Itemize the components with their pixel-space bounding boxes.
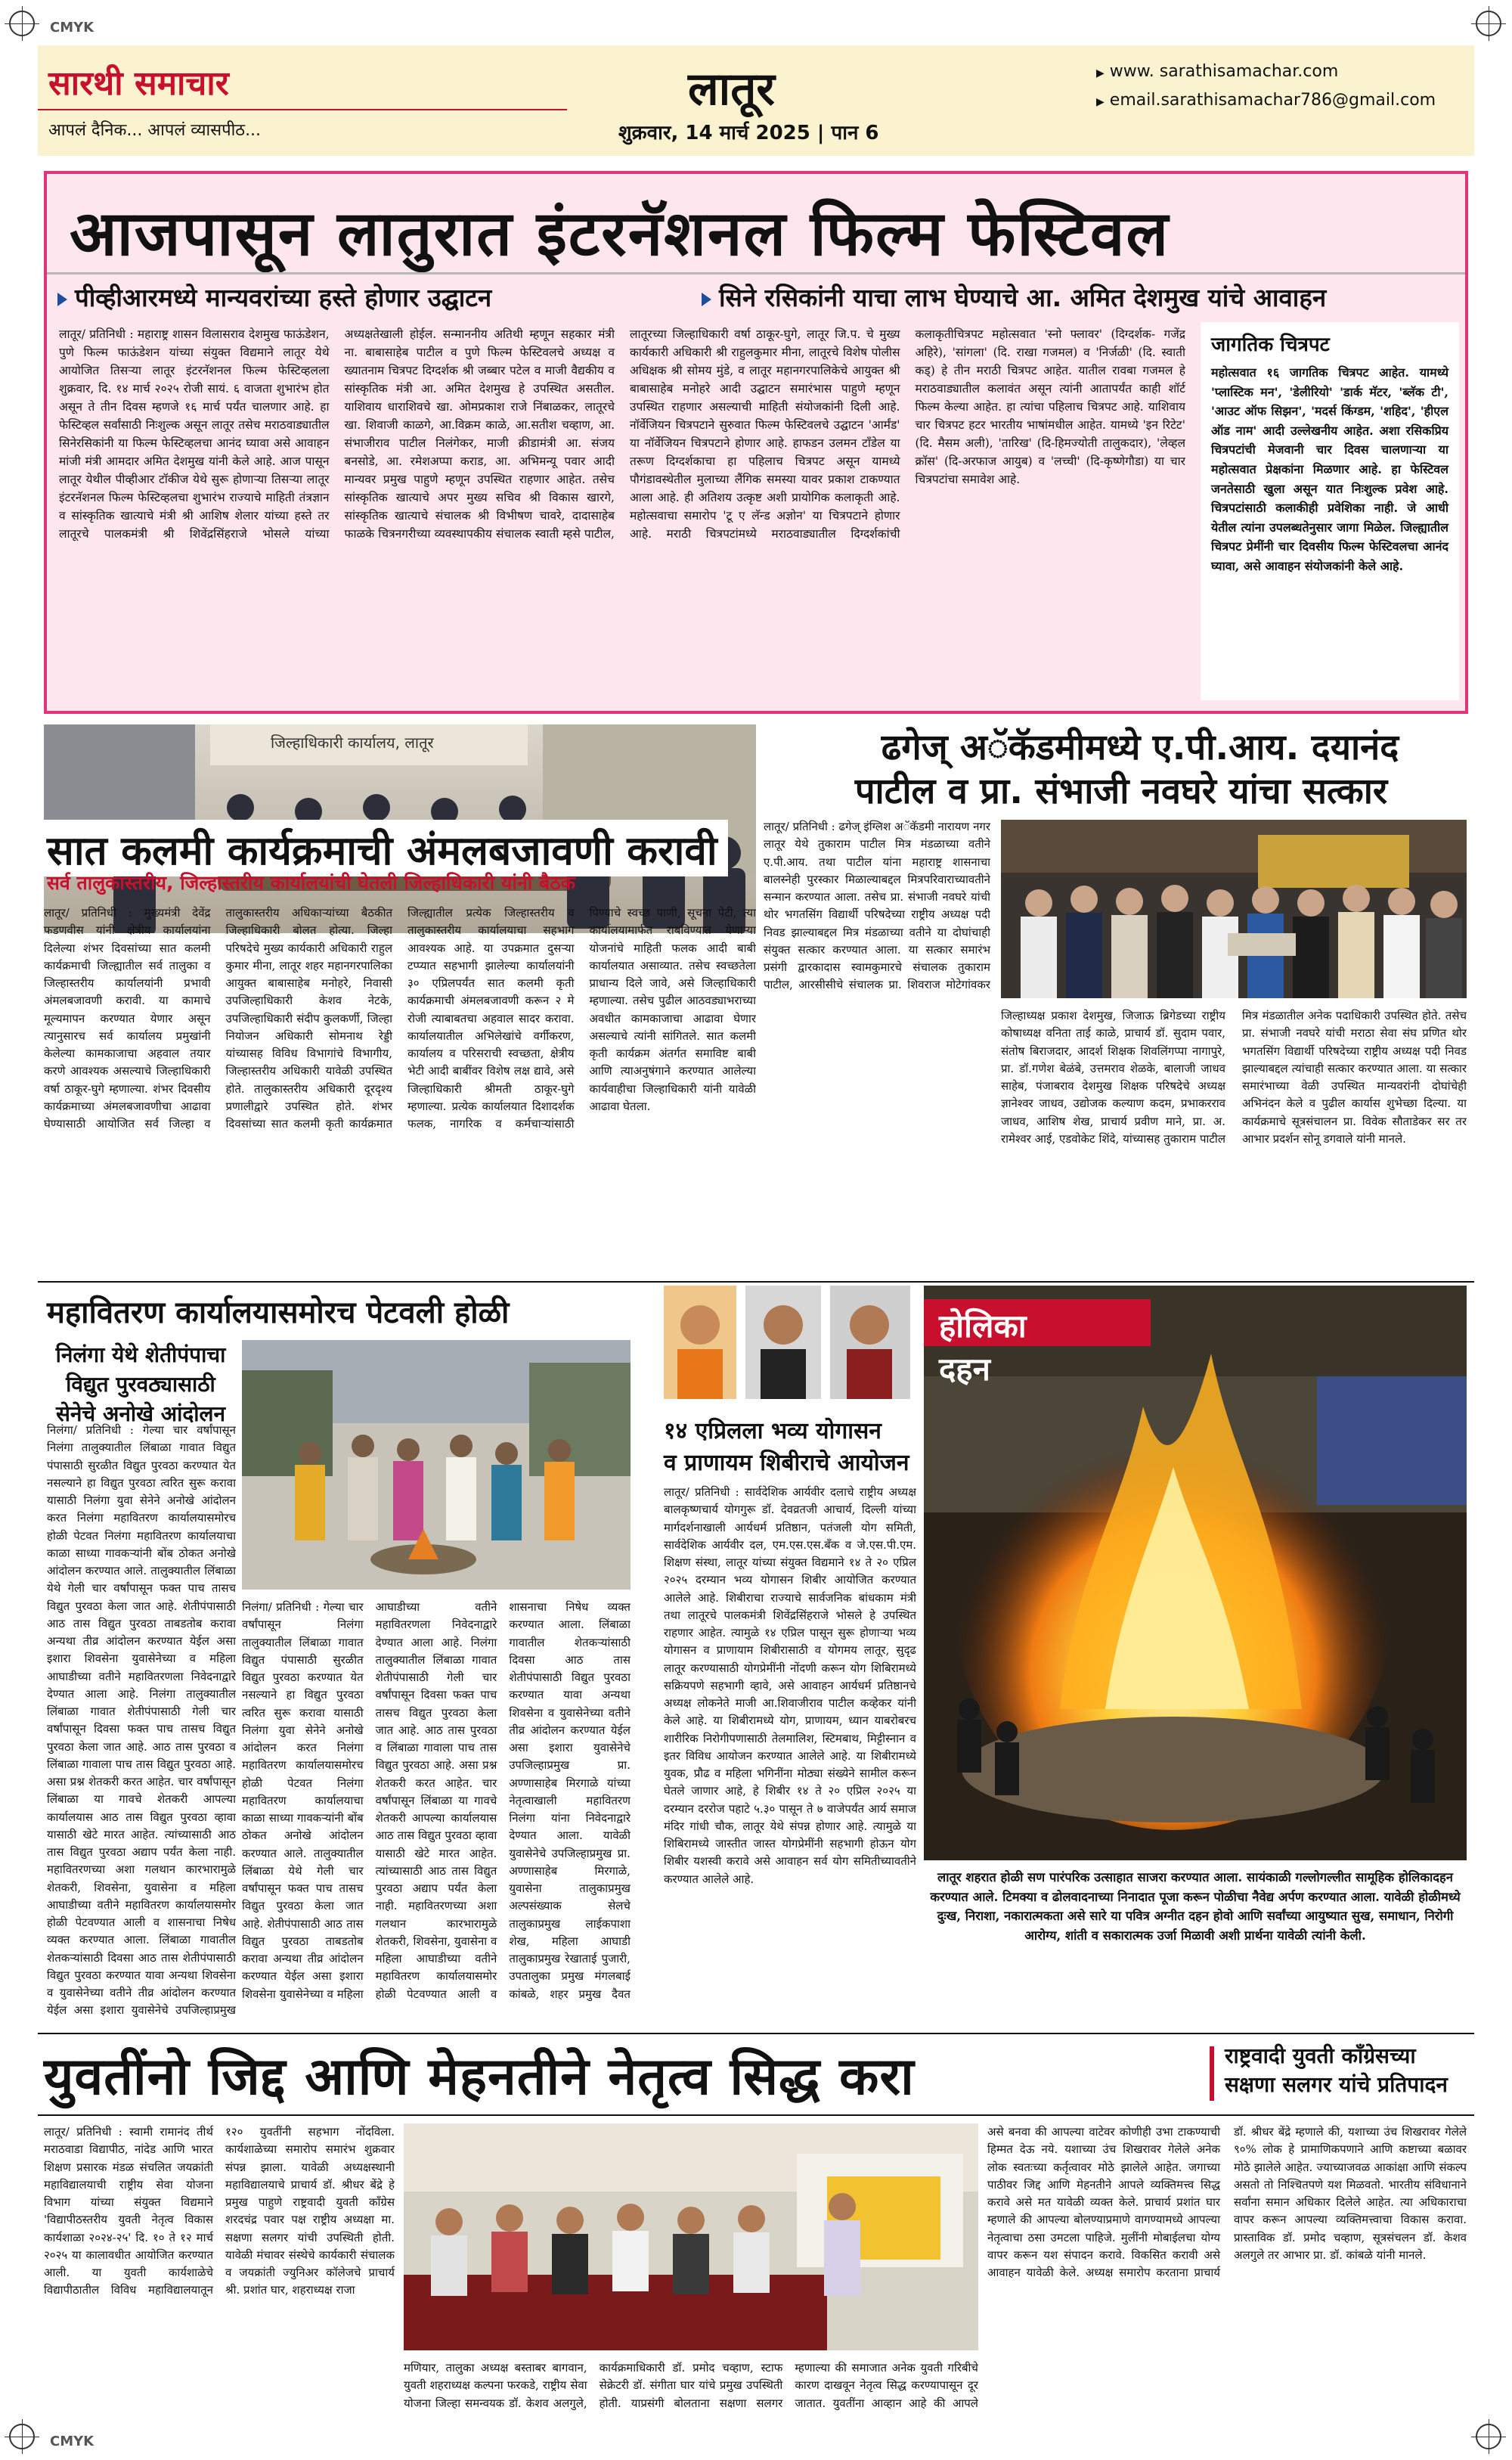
youth-headline: युवतींनो जिद्द आणि मेहनतीने नेतृत्व सिद्ध करा [44, 2047, 915, 2107]
city-title: लातूर [688, 63, 775, 116]
holi-photo [924, 1286, 1467, 1860]
yoga-portraits [664, 1286, 910, 1399]
collector-subhead: सर्व तालुकास्तरीय, जिल्हास्तरीय कार्यालयांची घेतली जिल्हाधिकारी यांनी बैठक [47, 872, 575, 894]
registration-mark [1476, 2424, 1501, 2449]
email: ▶ email.sarathisamachar786@gmail.com [1096, 91, 1436, 110]
registration-mark [9, 11, 35, 36]
youth-body-left: लातूर/ प्रतिनिधी : स्वामी रामानंद तीर्थ मराठवाडा विद्यापीठ, नांदेड आणि भारत शिक्षण प्रसारक मंडळ संचलित जयक्रांती महाविद्यालयाची राष्ट्रीय सेवा योजना विभाग यांच्या संयुक्त विद्यमाने 'विद्यापीठस्तरीय युवती नेतृत्व विकास कार्यशाळा २०२४-२५' दि. १० ते १२ मार्च २०२५ या कालावधीत आयोजित करण्यात आली. या युवती कार्यशाळेचे विद्यापीठातील विविध महाविद्यालयातून १२० युवतींनी सहभाग नोंदविला. कार्यशाळेच्या समारोप समारंभ शुक्रवार संपन्न झाला. यावेळी अध्यक्षस्थानी महाविद्यालयाचे प्राचार्य डॉ. श्रीधर बेंद्रे हे प्रमुख पाहुणे राष्ट्रवादी युवती काँग्रेस शरदचंद्र पवार पक्ष राष्ट्रीय अध्यक्षा मा. सक्षणा सलगर यांची उपस्थिती होती. यावेळी मंचावर संस्थेचे कार्यकारी संचालक व जयक्रांती ज्युनिअर कॉलेजचे प्राचार्य श्री. प्रशांत घार, शहराध्यक्ष राजा [44, 2125, 395, 2297]
cmyk-mark-bottom: CMYK [50, 2434, 94, 2449]
mahavitaran-body-cols: निलंगा/ प्रतिनिधी : गेल्या चार वर्षांपासून निलंगा तालुक्यातील लिंबाळा गावात विद्युत पंपासाठी सुरळीत विद्युत पुरवठा करण्यात येत नसल्याने हा विद्युत पुरवठा त्वरित सुरू करावा यासाठी निलंगा युवा सेनेने अनोखे आंदोलन करत निलंगा महावितरण कार्यालयासमोरच होळी पेटवत निलंगा महावितरण कार्यालयाचा काळा साध्या गावकऱ्यांनी बोंब ठोकत अनोखे आंदोलन करण्यात आले. तालुक्यातील लिंबाळा येथे गेली चार वर्षांपासून फक्त पाच तासच विद्युत पुरवठा केला जात आहे. शेतीपंपासाठी आठ तास विद्युत पुरवठा ताबडतोब करावा अन्यथा तीव्र आंदोलन करण्यात येईल असा इशारा शिवसेना युवासेनेच्या व महिला आघाडीच्या वतीने महावितरणला निवेदनाद्वारे देण्यात आला आहे. निलंगा तालुक्यातील लिंबाळा गावात शेतीपंपासाठी गेली चार वर्षांपासून दिवसा फक्त पाच तासच विद्युत पुरवठा केला जात आहे. आठ तास पुरवठा व लिंबाळा गावाला पाच तास विद्युत पुरवठा आहे. असा प्रश्न शेतकरी करत आहेत. चार वर्षांपासून लिंबाळा या गावचे शेतकरी आपल्या कार्यालयास आठ तास विद्युत पुरवठा व्हावा यासाठी खेटे मारत आहेत. त्यांच्यासाठी आठ तास विद्युत पुरवठा अद्याप पर्यंत केला नाही. महावितरणच्या अशा गलथान कारभारामुळे शेतकरी, शिवसेना, युवासेना व महिला आघाडीच्या वतीने महावितरण कार्यालयासमोर होळी पेटवण्यात आली व शासनाचा निषेध व्यक्त करण्यात आला. लिंबाळा गावातील शेतकऱ्यांसाठी दिवसा आठ तास शेतीपंपासाठी विद्युत पुरवठा करण्यात यावा अन्यथा शिवसेना व युवासेनेच्या वतीने तीव्र आंदोलन करण्यात येईल असा इशारा युवासेनेचे उपजिल्हाप्रमुख प्रा. अण्णासाहेब मिरगाळे यांच्या नेतृत्वाखाली महावितरण निलंगा यांना निवेदनाद्वारे देण्यात आला. यावेळी युवासेनेचे उपजिल्हाप्रमुख प्रा. अण्णासाहेब मिरगाळे, युवासेना तालुकाप्रमुख अल्पसंख्याक सेलचे तालुकाप्रमुख लाईकपाशा शेख, महिला आघाडी तालुकाप्रमुख रेखाताई पुजारी, उपतालुका प्रमुख मंगलबाई कांबळे, शहर प्रमुख दैवत [242, 1600, 631, 2001]
lead-sidebar-body: महोत्सवात १६ जागतिक चित्रपट आहेत. यामध्ये 'प्लास्टिक मन', 'डेलीरियो' 'डार्क मॅटर, 'ब्लॅक टी', 'आउट ऑफ सिझन', 'मदर्स किंग्डम, 'शहिद', 'हीएल ऑड नाम' आदी उल्लेखनीय आहेत. अशा रसिकप्रिय चित्रपटांची मेजवानी चार दिवस चालणाऱ्या या महोत्सवात प्रेक्षकांना मिळणार आहे. हा फेस्टिवल जनतेसाठी खुला असून यात निःशुल्क प्रवेश आहे. चित्रपटांसाठी कलाकीही प्रवेशिका नाही. जे आधी येतील त्यांना उपलब्धतेनुसार जागा मिळेल. जिल्ह्यातील चित्रपट प्रेमींनी चार दिवसीय फिल्म फेस्टिवलचा आनंद घ्यावा, असे आवाहन संयोजकांनी केले आहे. [1211, 365, 1448, 573]
yoga-headline-2: व प्राणायम शिबीराचे आयोजन [664, 1450, 909, 1476]
yoga-headline-1: १४ एप्रिलला भव्य योगासन [664, 1418, 881, 1444]
lead-subhead-1: पीव्हीआरमध्ये मान्यवरांच्या हस्ते होणार उद्घाटन [57, 280, 491, 314]
tagline: आपलं दैनिक... आपलं व्यासपीठ... [48, 121, 262, 140]
academy-body-2: जिल्हाध्यक्ष प्रकाश देशमुख, जिजाऊ ब्रिगेडच्या राष्ट्रीय कोषाध्यक्ष वनिता ताई काळे, प्राचार्य डॉ. सुदाम पवार, संतोष बिराजदार, आदर्श शिक्षक शिवलिंगप्पा नागापुरे, प्रा. डॉ.गणेश बेळंबे, उत्तमराव शेळके, बालाजी जाधव साहेब, पंजाबराव देशमुख शिक्षक परिषदेचे अध्यक्ष ज्ञानेश्वर जाधव, उद्योजक कल्याण कदम, प्रभाकरराव जाधव, आशिष शेख, प्राचार्य प्रवीण माने, प्रा. अ. रामेश्वर आई, एडवोकेट शिंदे, यांच्यासह तुकाराम पाटील मित्र मंडळातील अनेक पदाधिकारी उपस्थित होते. तसेच प्रा. संभाजी नवघरे यांची मराठा सेवा संघ प्रणित थोर भगतसिंग विद्यार्थी परिषदेच्या राष्ट्रीय अध्यक्ष पदी निवड झाल्याबद्दल त्यांचाही सत्कार करण्यात आला. या सत्कार समारंभाच्या वेळी उपस्थित मान्यवरांनी दोघांचेही अभिनंदन केले व पुढील कार्यास शुभेच्छा दिल्या. या कार्यक्रमाचे सूत्रसंचालन प्रा. विवेक सौताडेकर सर तर आभार प्रदर्शन सोनू डगवाले यांनी मानले. [1001, 1009, 1467, 1146]
youth-body-mid: मणियार, तालुका अध्यक्ष बस्ताबर बागवान, युवती शहराध्यक्ष कल्पना फरकडे, राष्ट्रीय सेवा योजना जिल्हा समन्वयक डॉ. केशव अलगुले, कार्यक्रमाधिकारी डॉ. प्रमोद चव्हाण, स्टाफ सेक्रेटरी डॉ. संगीता घार यांचे प्रमुख उपस्थिती होती. याप्रसंगी बोलताना सक्षणा सलगर म्हणाल्या की समाजात अनेक युवती गरिबीचे कारण दाखवून नेतृत्व सिद्ध करण्यापासून दूर जातात. युवतींना आव्हान आहे की आपले [404, 2361, 978, 2410]
date-line: शुक्रवार, 14 मार्च 2025 | पान 6 [618, 122, 879, 144]
lead-headline: आजपासून लातुरात इंटरनॅशनल फिल्म फेस्टिवल [70, 198, 1170, 270]
academy-headline-2: पाटील व प्रा. संभाजी नवघरे यांचा सत्कार [854, 771, 1388, 812]
academy-body-1: लातूर/ प्रतिनिधी : ढगेज् इंग्लिश अॅकॅडमी नारायण नगर लातूर येथे तुकाराम पाटील मित्र मंडळाच्या वतीने ए.पी.आय. तथा पाटील यांना महाराष्ट्र शासनाचा बालस्नेही पुरस्कार मिळाल्याबद्दल मित्रपरिवाराच्यावतीने सन्मान करण्यात आला. तसेच प्रा. संभाजी नवघरे यांची थोर भगतसिंग विद्यार्थी परिषदेच्या राष्ट्रीय अध्यक्ष पदी निवड झाल्याबद्दल मित्र मंडळाच्या वतीने या दोघांचाही संयुक्त सत्कार करण्यात आला. या सत्कार समारंभ प्रसंगी द्वारकादास स्वामकुमारचे संचालक तुकाराम पाटील, आरसीसीचे संचालक प्रा. शिवराज मोटेगांवकर [764, 820, 990, 992]
holi-label: होलिका दहन [924, 1299, 1151, 1346]
lead-sidebar-title: जागतिक चित्रपट [1211, 333, 1330, 356]
academy-headline-1: ढगेज् अॅकॅडमीमध्ये ए.पी.आय. दयानंद [881, 727, 1399, 768]
collector-headline: सात कलमी कार्यक्रमाची अंमलबजावणी करावी [44, 820, 728, 876]
youth-sidebar: राष्ट्रवादी युवती काँग्रेसच्या सक्षणा सलगर यांचे प्रतिपादन [1225, 2043, 1448, 2097]
website: ▶ www. sarathisamachar.com [1096, 62, 1339, 81]
mahavitaran-subhead: निलंगा येथे शेतीपंपाचा विद्युत पुरवठ्यासाठी सेनेचे अनोखे आंदोलन [55, 1342, 226, 1427]
yoga-body: लातूर/ प्रतिनिधी : सार्वदेशिक आर्यवीर दलाचे राष्ट्रीय अध्यक्ष बालकृष्णचार्य योगगुरू डॉ. देवव्रतजी आचार्य, दिल्ली यांच्या मार्गदर्शनाखाली आर्यधर्म प्रतिष्ठान, पतंजली योग समिती, सार्वदेशिक आर्यवीर दल, एम.एस.एस.बँक व जे.एस.पी.एम. शिक्षण संस्था, लातूर यांच्या संयुक्त विद्यमाने १४ ते २० एप्रिल २०२५ दरम्यान भव्य योगासन शिबीर आयोजित करण्यात आलेले आहे. शिबीराचा राज्याचे सार्वजनिक बांधकाम मंत्री तथा लातूरचे पालकमंत्री शिवेंद्रसिंहराजे भोसले हे उपस्थित राहणार आहेत. त्यामुळे १४ एप्रिल पासून सुरू होणाऱ्या भव्य योगासन व प्राणायाम शिबीरासाठी व योगमय लातूर, सुदृढ लातूर करण्यासाठी योगप्रेमींनी नोंदणी करून योग शिबिरामध्ये सक्रियपणे सहभागी व्हावे, असे आवाहन आर्यधर्म प्रतिष्ठानचे अध्यक्ष लोकनेते माजी आ.शिवाजीराव पाटील कव्हेकर यांनी केले आहे. या शिबीरामध्ये योग, प्राणायम, ध्यान याबरोबरच शारीरिक निरोगीपणासाठी तेलमालिश, स्टिमबाथ, मिट्टीस्नान व इतर विविध आयोजन करण्यात आलेले आहे. या शिबीरामध्ये युवक, प्रौढ व महिला भगिनींना मोठ्या संख्येने सामील करून घेतले जाणार आहे, हे शिबीर १४ ते २० एप्रिल २०२५ या दरम्यान दररोज पहाटे ५.३० पासून ते ७ वाजेपर्यंत आर्य समाज मंदिर गांधी चौक, लातूर येथे संपन्न होणार आहे. त्यामुळे या शिबिरामध्ये जास्तीत जास्त योगप्रेमींनी सहभागी होऊन योग शिबीर यशस्वी करावे असे आवाहन सर्व योग समितीच्यावतीने करण्यात आलेले आहे. [664, 1485, 916, 1886]
lead-body: लातूर/ प्रतिनिधी : महाराष्ट्र शासन विलासराव देशमुख फाऊंडेशन, पुणे फिल्म फाऊंडेशन यांच्या संयुक्त विद्यमाने लातूर येथे आयोजित तिसऱ्या लातूर इंटरनॅशनल फिल्म फेस्टिव्हलला शुक्रवार, दि. १४ मार्च २०२५ रोजी सायं. ६ वाजता शुभारंभ होत असून ते तीन दिवस म्हणजे १६ मार्च पर्यंत चालणार आहे. हा फेस्टिव्हल सर्वांसाठी निःशुल्क असून लातूर तसेच मराठवाड्यातील सिनेरसिकांनी या फिल्म फेस्टिव्हलचा आनंद घ्यावा असे आवाहन मांजी मंत्री आमदार अमित देशमुख यांनी केले आहे. आज पासून लातूर येथील पीव्हीआर टॉकीज येथे सुरू होणाऱ्या तिसऱ्या लातूर इंटरनॅशनल फिल्म फेस्टिव्हलचा शुभारंभ राज्याचे माहिती तंत्रज्ञान व सांस्कृतिक खात्याचे मंत्री श्री आशिष शेलार यांच्या हस्ते तर लातूरचे पालकमंत्री श्री शिवेंद्रसिंहराजे भोसले यांच्या अध्यक्षतेखाली होईल. सन्माननीय अतिथी म्हणून सहकार मंत्री ना. बाबासाहेब पाटील व पुणे फिल्म फेस्टिवलचे अध्यक्ष व ख्यातनाम चित्रपट दिग्दर्शक श्री जब्बार पटेल व माजी वैद्यकीय व सांस्कृतिक मंत्री आ. अमित देशमुख हे उपस्थित असतील. याशिवाय धाराशिवचे खा. ओमप्रकाश राजे निंबाळकर, लातूरचे खा. शिवाजी काळगे, आ.विक्रम काळे, आ.सतीश चव्हाण, आ. संभाजीराव पाटील निलंगेकर, माजी क्रीडामंत्री आ. संजय बनसोडे, आ. रमेशअप्पा कराड, आ. अभिमन्यू पवार आदी मान्यवर प्रमुख पाहुणे म्हणून उपस्थित राहणार आहेत. तसेच सांस्कृतिक खात्याचे अपर मुख्य सचिव श्री विकास खारगे, सांस्कृतिक खात्याचे संचालक श्री विभीषण चावरे, दादासाहेब फाळके चित्रनगरीच्या व्यवस्थापकीय संचालक स्वाती म्हसे पाटील, लातूरच्या जिल्हाधिकारी वर्षा ठाकूर-घुगे, लातूर जि.प. चे मुख्य कार्यकारी अधिकारी श्री राहुलकुमार मीना, लातूरचे विशेष पोलीस अधिक्षक श्री सोमय मुंडे, व लातूर महानगरपालिकेचे आयुक्त श्री बाबासाहेब मनोहरे आदी उद्घाटन समारंभास पाहुणे म्हणून उपस्थित राहणार असल्याची माहिती संयोजकांनी दिली आहे. नॉर्वेजियन चित्रपटाने सुरुवात फिल्म फेस्टिवलचे उद्घाटन 'आर्मंड' या नॉर्वेजियन चित्रपटाने होणार आहे. हाफडन उलमन टॉंडेल या तरूण दिग्दर्शकाचा हा पहिलाच चित्रपट असून यामध्ये पौगंडावस्थेतील मुलाच्या लैंगिक समस्या यावर प्रकाश टाकण्यात आला आहे. ही अतिशय उत्कृष्ट अशी प्रायोगिक कलाकृती आहे. महोत्सवाचा समारोप 'टू ए लॅन्ड अज्ञोन' या चित्रपटाने होणार आहे. मराठी चित्रपटांमध्ये मराठवाड्यातील दिग्दर्शकांची कलाकृतीचित्रपट महोत्सवात 'स्नो फ्लावर' (दिग्दर्शक- गजेंद्र अहिरे), 'सांगला' (दि. राखा गजमल) व 'निर्जळी' (दि. स्वाती कड्) हे तीन मराठी चित्रपट आहेत. यातील रावबा गजमल हे मराठवाड्यातील कलावंत असून त्यांनी आतापर्यंत काही शॉर्ट फिल्म केल्या आहेत. हा त्यांचा पहिलाच चित्रपट आहे. याशिवाय चार चित्रपट हटर भारतीय भाषांमधील आहेत. यामध्ये 'इन रिटेट' (दि. मैसम अली), 'तारिख' (दि-हिमज्योती तालुकदार), 'लेव्हल क्रॉस' (दि-अरफाज आयुब) व 'लच्ची' (दि-कृष्णेगौडा) या चार चित्रपटांचा समावेश आहे. [59, 327, 1185, 541]
youth-photo [404, 2123, 978, 2350]
collector-body: लातूर/ प्रतिनिधी : मुख्यमंत्री देवेंद्र फडणवीस यांनी क्षेत्रीय कार्यालयांना दिलेल्या शंभर दिवसांच्या सात कलमी कार्यक्रमाची जिल्ह्यातील सर्व तालुका व जिल्हास्तरीय कार्यालयांनी प्रभावी अंमलबजावणी करावी. या कामाचे मूल्यमापन करण्यात येणार असून त्यानुसारच सर्व कार्यालय प्रमुखांनी केलेल्या कामकाजाचा अहवाल तयार करणे आवश्यक असल्याचे जिल्हाधिकारी वर्षा ठाकूर-घुगे म्हणाल्या. शंभर दिवसीय कार्यक्रमाच्या अंमलबजावणीचा आढावा घेण्यासाठी आयोजित सर्व जिल्हा व तालुकास्तरीय अधिकाऱ्यांच्या बैठकीत जिल्हाधिकारी बोलत होत्या. जिल्हा परिषदेचे मुख्य कार्यकारी अधिकारी राहुल कुमार मीना, लातूर शहर महानगरपालिका आयुक्त बाबासाहेब मनोहरे, निवासी उपजिल्हाधिकारी केशव नेटके, उपजिल्हाधिकारी संदीप कुलकर्णी, जिल्हा नियोजन अधिकारी सोमनाथ रेड्डी यांच्यासह विविध विभागांचे विभागीय, जिल्हास्तरीय अधिकारी यावेळी उपस्थित होते. तालुकास्तरीय अधिकारी दूरदृश्य प्रणालीद्वारे उपस्थित होते. शंभर दिवसांच्या सात कलमी कृती कार्यक्रमात जिल्ह्यातील प्रत्येक जिल्हास्तरीय व तालुकास्तरीय कार्यालयाचा सहभाग आवश्यक आहे. या उपक्रमात दुसऱ्या टप्प्यात सहभागी झालेल्या कार्यालयांनी ३० एप्रिलपर्यंत सात कलमी कृती कार्यक्रमाची अंमलबजावणी करून २ मे रोजी त्याबाबतचा अहवाल सादर करावा. कार्यालयातील अभिलेखांचे वर्गीकरण, कार्यालय व परिसराची स्वच्छता, क्षेत्रीय भेटी आदी बाबींवर विशेष लक्ष द्यावे, असे जिल्हाधिकारी श्रीमती ठाकूर-घुगे म्हणाल्या. प्रत्येक कार्यालयात दिशादर्शक फलक, नागरिक व कर्मचाऱ्यांसाठी पिण्याचे स्वच्छ पाणी, सूचना पेटी, त्या कार्यालयामार्फत राबविण्यात येणाऱ्या योजनांचे माहिती फलक आदी बाबी कार्यालयात असाव्यात. तसेच स्वच्छतेला प्राधान्य दिले जावे, असे जिल्हाधिकारी म्हणाल्या. तसेच पुढील आठवड्याभराच्या अवधीत कामकाजाचा आढावा घेणार असल्याचे त्यांनी सांगितले. सात कलमी कृती कार्यक्रम अंतर्गत समाविष्ट बाबी आणि त्याअनुषंगाने करण्यात आलेल्या कार्यवाहीचा जिल्हाधिकारी यांनी यावेळी आढावा घेतला. [44, 906, 756, 1131]
lead-sidebar [1201, 322, 1459, 700]
holi-caption: लातूर शहरात होळी सण पारंपरिक उत्साहात साजरा करण्यात आला. सायंकाळी गल्लोगल्लीत सामूहिक होलिकादहन करण्यात आले. टिमक्या व ढोलवादनाच्या निनादात पूजा करून पोळीचा नैवेद्य अर्पण करण्यात आला. यावेळी होळीमध्ये दुःख, निराशा, नकारात्मकता असे सारे या पवित्र अग्नीत दहन होवो आणि सर्वांच्या आयुष्यात सुख, समाधान, निरोगी आरोग्य, शांती व सकारात्मक उर्जा मिळावी अशी प्रार्थना यावेळी त्यांनी केली. [930, 1870, 1461, 1943]
academy-photo [1001, 820, 1467, 998]
brand-name: सारथी समाचार [48, 64, 229, 103]
cmyk-mark-top: CMYK [50, 20, 94, 36]
youth-body-right: असे बनवा की आपल्या वाटेवर कोणीही उभा टाकण्याची हिम्मत देऊ नये. यशाच्या उंच शिखरावर गेलेले अनेक लोक स्वतःच्या कर्तृत्वावर मोठे झालेले आहेत. जगाच्या पाठीवर जिद्द आणि मेहनतीने आपले व्यक्तिमत्त्व सिद्ध करावे असे मत यावेळी व्यक्त केले. प्राचार्य प्रशांत घार म्हणाले की आपल्या बोलण्याप्रमाणे वागण्यामध्ये आपल्या नेतृत्वाचा ठसा उमटला पाहिजे. मुलींनी मोबाईलचा योग्य वापर करून यश संपादन करावे. विकसित करावी असे आवाहन यावेळी केले. अध्यक्ष समारोप करताना प्राचार्य डॉ. श्रीधर बेंद्रे म्हणाले की, यशाच्या उंच शिखरावर गेलेले ९०% लोक हे प्रामाणिकपणाने आणि कष्टाच्या बळावर मोठे झालेले आहेत. ज्याच्याजवळ आकांक्षा आणि संकल्प असतो तो निश्चितपणे यश मिळवतो. भारतीय संविधानाने सर्वांना समान अधिकार दिलेले आहेत. त्या अधिकाराचा वापर करून आपल्या व्यक्तिमत्त्वाचा विकास करावा. प्रास्ताविक डॉ. प्रमोद चव्हाण, सूत्रसंचलन डॉ. केशव अलगुले तर आभार प्रा. डॉ. कांबळे यांनी मानले. [987, 2125, 1467, 2279]
office-sign: जिल्हाधिकारी कार्यालय, लातूर [271, 734, 434, 752]
mahavitaran-body-col1: निलंगा/ प्रतिनिधी : गेल्या चार वर्षांपासून निलंगा तालुक्यातील लिंबाळा गावात विद्युत पंपासाठी सुरळीत विद्युत पुरवठा करण्यात येत नसल्याने हा विद्युत पुरवठा त्वरित सुरू करावा यासाठी निलंगा युवा सेनेने अनोखे आंदोलन करत निलंगा महावितरण कार्यालयासमोरच होळी पेटवत निलंगा महावितरण कार्यालयाचा काळा साध्या गावकऱ्यांनी बोंब ठोकत अनोखे आंदोलन करण्यात आले. तालुक्यातील लिंबाळा येथे गेली चार वर्षांपासून फक्त पाच तासच विद्युत पुरवठा केला जात आहे. शेतीपंपासाठी आठ तास विद्युत पुरवठा ताबडतोब करावा अन्यथा तीव्र आंदोलन करण्यात येईल असा इशारा शिवसेना युवासेनेच्या व महिला आघाडीच्या वतीने महावितरणला निवेदनाद्वारे देण्यात आला आहे. निलंगा तालुक्यातील लिंबाळा गावात शेतीपंपासाठी गेली चार वर्षांपासून दिवसा फक्त पाच तासच विद्युत पुरवठा केला जात आहे. आठ तास पुरवठा व लिंबाळा गावाला पाच तास विद्युत पुरवठा आहे. असा प्रश्न शेतकरी करत आहेत. चार वर्षांपासून लिंबाळा या गावचे शेतकरी आपल्या कार्यालयास आठ तास विद्युत पुरवठा व्हावा यासाठी खेटे मारत आहेत. त्यांच्यासाठी आठ तास विद्युत पुरवठा अद्याप पर्यंत केला नाही. महावितरणच्या अशा गलथान कारभारामुळे शेतकरी, शिवसेना, युवासेना व महिला आघाडीच्या वतीने महावितरण कार्यालयासमोर होळी पेटवण्यात आली व शासनाचा निषेध व्यक्त करण्यात आला. लिंबाळा गावातील शेतकऱ्यांसाठी दिवसा आठ तास शेतीपंपासाठी विद्युत पुरवठा करण्यात यावा अन्यथा शिवसेना व युवासेनेच्या वतीने तीव्र आंदोलन करण्यात येईल असा इशारा युवासेनेचे उपजिल्हाप्रमुख [47, 1423, 236, 2018]
masthead [38, 45, 1474, 156]
protest-photo [242, 1340, 631, 1590]
lead-story [44, 171, 1468, 714]
registration-mark [9, 2424, 35, 2449]
mahavitaran-headline: महावितरण कार्यालयासमोरच पेटवली होळी [47, 1295, 510, 1330]
registration-mark [1476, 11, 1501, 36]
lead-subhead-2: सिने रसिकांनी याचा लाभ घेण्याचे आ. अमित देशमुख यांचे आवाहन [702, 280, 1326, 314]
brand-rule [38, 109, 567, 110]
